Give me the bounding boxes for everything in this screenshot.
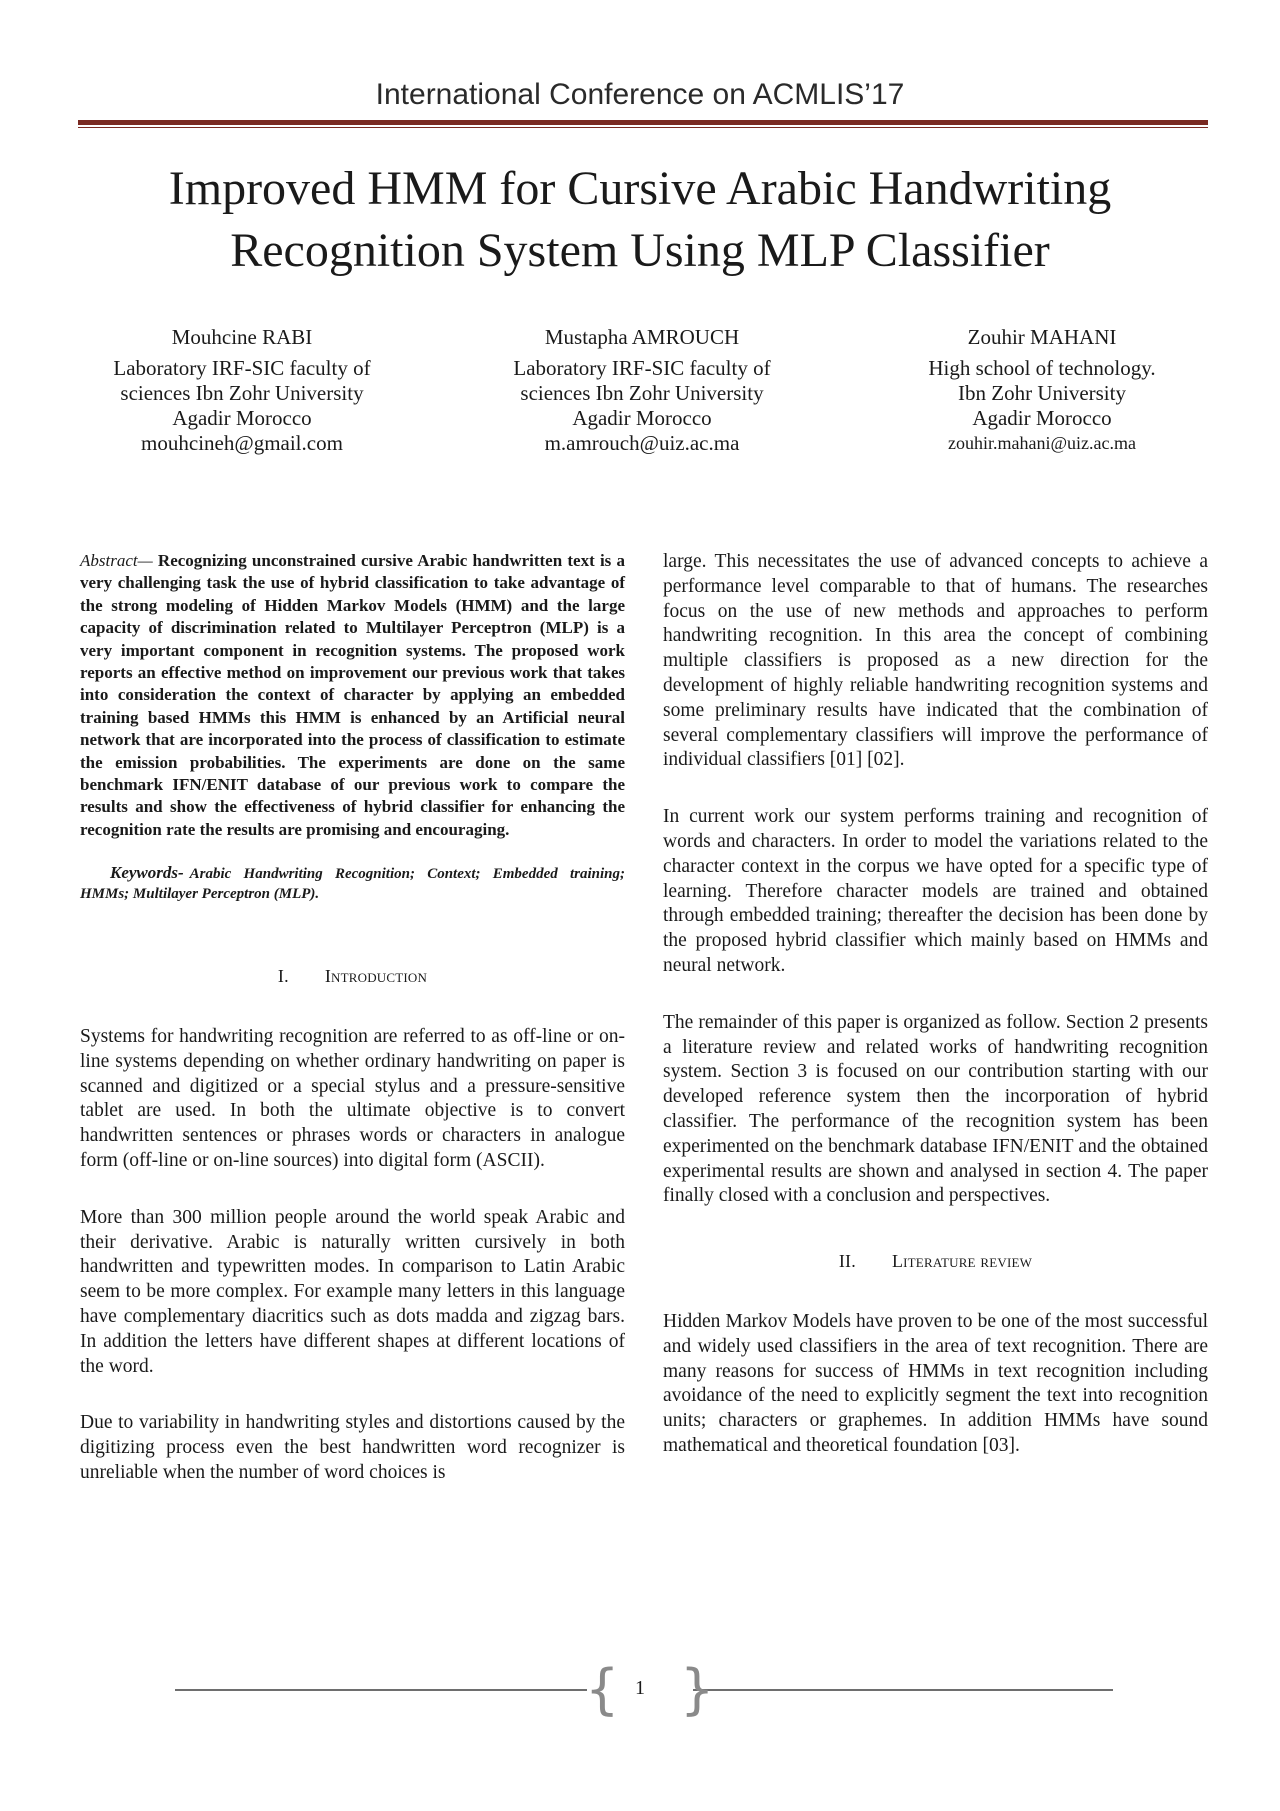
abstract (80, 550, 625, 841)
section-heading-literature-review (663, 1249, 1208, 1274)
section-number: I. (277, 966, 289, 987)
author-block-1 (72, 325, 412, 456)
author-name: Mustapha AMROUCH (544, 325, 740, 349)
paragraph: Systems for handwriting recognition are referred to as off-line or on-line systems depending on whether ordinary handwriting on paper is scanned and digitized or a special stylus and a pressure-sensitive tablet are used. In both the ultimate objective is to convert handwritten sentences or phrases words or characters in analogue form (off-line or on-line sources) into digital form (ASCII). (80, 1026, 625, 1172)
author-block-3 (872, 325, 1212, 456)
left-column (80, 550, 625, 1518)
paragraph: The remainder of this paper is organized as follow. Section 2 presents a literature review and related works of handwriting recognition system. Section 3 is focused on our contribution starting with our developed reference system then the incorporation of hybrid classifier. The performance of the recognition system has been experimented on the benchmark database IFN/ENIT and the obtained experimental results are shown and analysed in section 4. The paper finally closed with a conclusion and perspectives. (663, 1011, 1208, 1207)
paragraph: More than 300 million people around the world speak Arabic and their derivative. Arabic is naturally written cursively in both handwritten and typewritten modes. In comparison to Latin Arabic seem to be more complex. For example many letters in this language have complementary diacritics such as dots madda and zigzag bars. In addition the letters have different shapes at different locations of the word. (80, 1206, 625, 1377)
author-affiliation: Ibn Zohr University (958, 381, 1126, 405)
section-number: II. (838, 1251, 856, 1272)
paragraph: Due to variability in handwriting styles and distortions caused by the digitizing process even the best handwritten word recognizer is unreliable when the number of word choices is (80, 1412, 625, 1484)
author-affiliation: sciences Ibn Zohr University (520, 381, 764, 405)
section-title: Introduction (324, 966, 428, 987)
author-location: Agadir Morocco (172, 406, 312, 430)
page-number: 1 (635, 1677, 645, 1699)
author-affiliation: High school of technology. (928, 356, 1156, 380)
paper-title (80, 158, 1200, 282)
author-name: Mouhcine RABI (171, 325, 313, 349)
footer-rule-right (693, 1689, 1113, 1691)
author-location: Agadir Morocco (572, 406, 712, 430)
keywords-text: Arabic Handwriting Recognition; Context; Embedded training; HMMs; Multilayer Perceptron (MLP). (80, 866, 625, 903)
footer-rule-left (175, 1689, 587, 1691)
author-name: Zouhir MAHANI (967, 325, 1117, 349)
author-block-2 (472, 325, 812, 456)
author-affiliation: Laboratory IRF-SIC faculty of (513, 356, 771, 380)
section-heading-introduction (80, 964, 625, 989)
right-brace-icon: } (680, 1658, 715, 1721)
left-brace-icon: { (585, 1658, 620, 1721)
header-rule-thin (78, 127, 1208, 128)
author-email: mouhcineh@gmail.com (141, 431, 343, 455)
right-column (663, 550, 1208, 1491)
keywords-label: Keywords- (110, 863, 184, 883)
paragraph: Hidden Markov Models have proven to be one of the most successful and widely used classifiers in the area of text recognition. There are many reasons for success of HMMs in text recognition including avoidance of the need to explicitly segment the text into recognition units; characters or graphemes. In addition HMMs have sound mathematical and theoretical foundation [03]. (663, 1310, 1208, 1456)
header-rule-thick (78, 120, 1208, 125)
paragraph: large. This necessitates the use of advanced concepts to achieve a performance level comparable to that of humans. The researches focus on the use of new methods and approaches to perform handwriting recognition. In this area the concept of combining multiple classifiers is proposed as a new direction for the development of highly reliable handwriting recognition systems and some preliminary results have indicated that the combination of several complementary classifiers will improve the performance of individual classifiers [01] [02]. (663, 551, 1208, 771)
section-title: Literature review (891, 1251, 1033, 1272)
paragraph: In current work our system performs training and recognition of words and characters. In order to model the variations related to the character context in the corpus we have opted for a specific type of learning. Therefore character models are trained and obtained through embedded training; thereafter the decision has been done by the proposed hybrid classifier which mainly based on HMMs and neural network. (663, 806, 1208, 976)
author-affiliation: Laboratory IRF-SIC faculty of (113, 356, 371, 380)
abstract-text: Recognizing unconstrained cursive Arabic handwritten text is a very challenging task the use of hybrid classification to take advantage of the strong modeling of Hidden Markov Models (HMM) and the large capacity of discrimination related to Multilayer Perceptron (MLP) is a very important component in recognition systems. The proposed work reports an effective method on improvement our previous work that takes into consideration the context of character by applying an embedded training based HMMs this HMM is enhanced by an Artificial neural network that are incorporated into the process of classification to estimate the emission probabilities. The experiments are done on the same benchmark IFN/ENIT database of our previous work to compare the results and show the effectiveness of hybrid classifier for enhancing the recognition rate the results are promising and encouraging. (80, 551, 625, 839)
author-affiliation: sciences Ibn Zohr University (120, 381, 364, 405)
author-email: zouhir.mahani@uiz.ac.ma (947, 433, 1136, 453)
conference-header: International Conference on ACMLIS’17 (375, 78, 905, 111)
abstract-label: Abstract— (80, 551, 153, 570)
title-line-1: Improved HMM for Cursive Arabic Handwriting (168, 162, 1112, 215)
title-line-2: Recognition System Using MLP Classifier (230, 224, 1050, 277)
author-email: m.amrouch@uiz.ac.ma (544, 431, 740, 455)
keywords (80, 863, 625, 904)
author-location: Agadir Morocco (972, 406, 1112, 430)
